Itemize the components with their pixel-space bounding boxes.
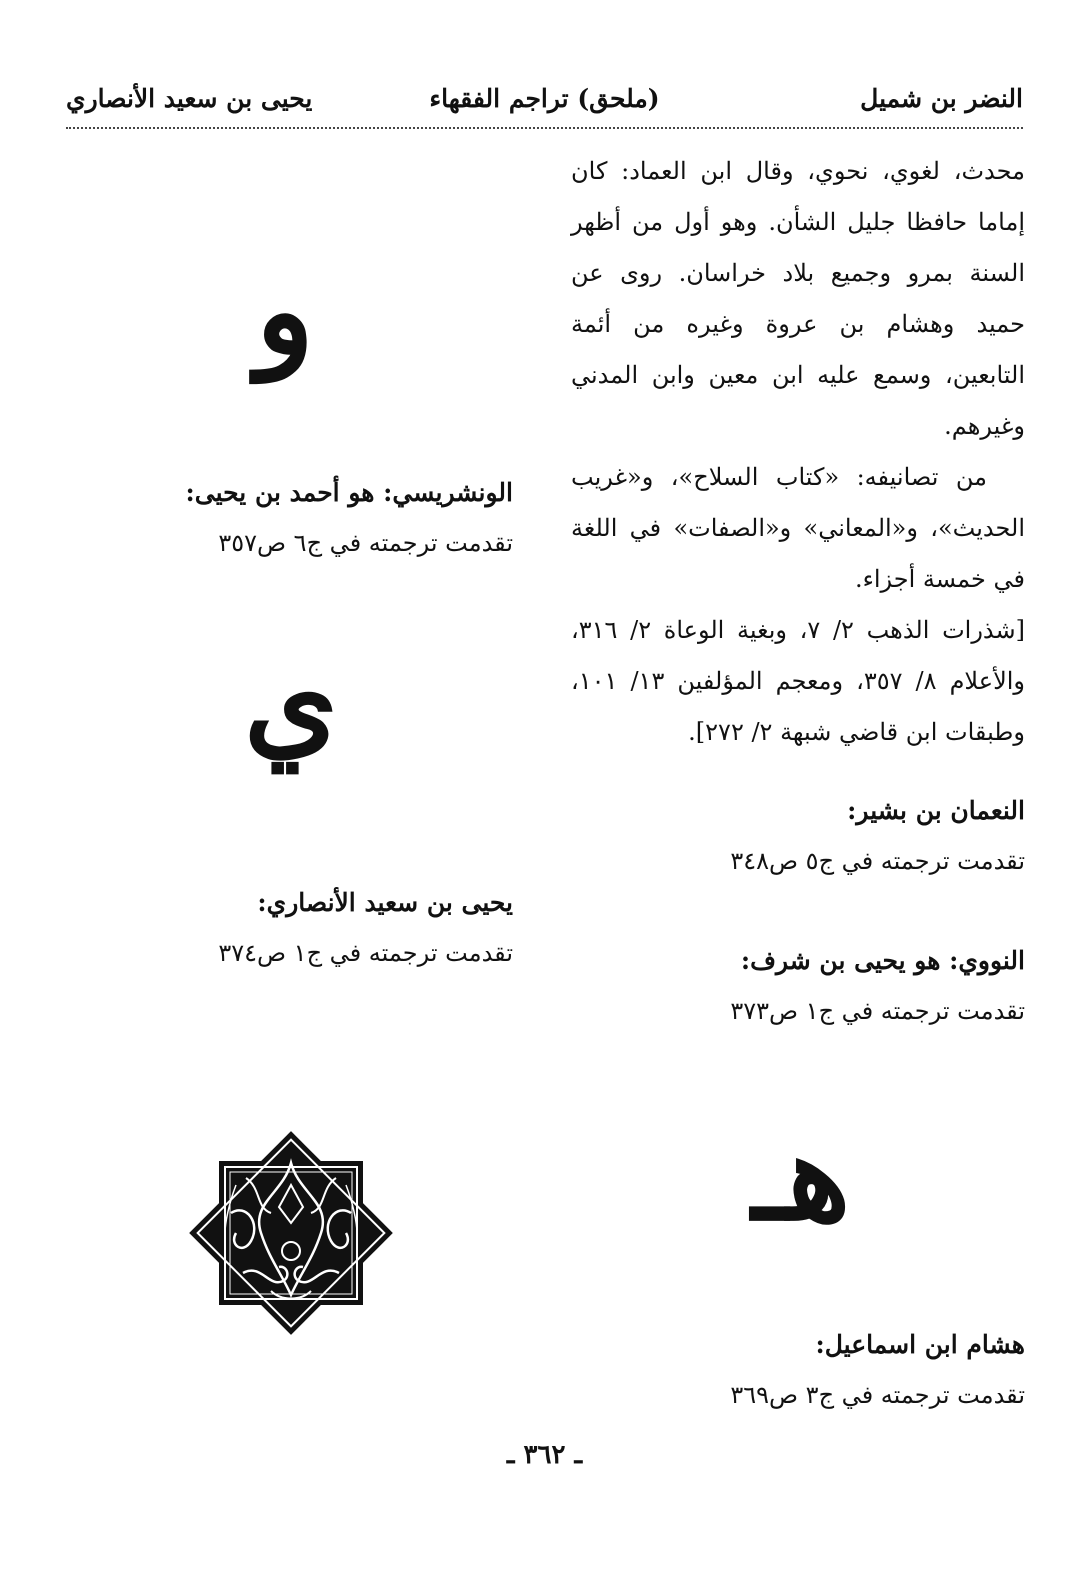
entry-yahya bbox=[63, 878, 513, 978]
entry-nawawi bbox=[571, 936, 1025, 1036]
entry-ref: تقدمت ترجمته في ج٣ ص٣٦٩ bbox=[730, 1381, 1025, 1409]
entry-wansharisi bbox=[63, 468, 513, 568]
arabesque-ornament-icon bbox=[188, 1130, 394, 1336]
biography-paragraph: محدث، لغوي، نحوي، وقال ابن العماد: كان إماما حافظا جليل الشأن. وهو أول من أظهر السنة بمرو وجميع بلاد خراسان. روى عن حميد وهشام بن عروة وغيره من أئمة التابعين، وسمع عليه ابن معين وابن المدني وغيرهم. bbox=[571, 157, 1025, 440]
entry-title: النعمان بن بشير: bbox=[847, 796, 1025, 825]
section-letter-ya: ي bbox=[244, 631, 338, 772]
section-letter-waw: و bbox=[256, 241, 314, 382]
entry-title: هشام ابن اسماعيل: bbox=[815, 1330, 1025, 1359]
sources-paragraph: [شذرات الذهب ٢/ ٧، وبغية الوعاة ٢/ ٣١٦، والأعلام ٨/ ٣٥٧، ومعجم المؤلفين ١٣/ ١٠١، وطبقات ابن قاضي شبهة ٢/ ٢٧٢]. bbox=[571, 616, 1026, 746]
entry-ref: تقدمت ترجمته في ج٥ ص٣٤٨ bbox=[730, 847, 1025, 875]
running-header bbox=[66, 84, 1023, 120]
entry-title: النووي: هو يحيى بن شرف: bbox=[740, 946, 1025, 975]
entry-ref: تقدمت ترجمته في ج١ ص٣٧٣ bbox=[730, 997, 1025, 1025]
header-left-title: يحيى بن سعيد الأنصاري bbox=[66, 84, 313, 113]
entry-ref: تقدمت ترجمته في ج٦ ص٣٥٧ bbox=[218, 529, 513, 557]
entry-title: الونشريسي: هو أحمد بن يحيى: bbox=[185, 478, 513, 507]
entry-ref: تقدمت ترجمته في ج١ ص٣٧٤ bbox=[218, 939, 513, 967]
section-letter-ha: هـ bbox=[752, 1107, 851, 1248]
header-dotted-rule bbox=[66, 127, 1023, 129]
page-number: ـ ٣٦٢ ـ bbox=[506, 1440, 583, 1470]
biography-text bbox=[571, 146, 1025, 758]
works-paragraph: من تصانيفه: «كتاب السلاح»، و«غريب الحديث»، و«المعاني» و«الصفات» في اللغة في خمسة أجزاء. bbox=[571, 463, 1025, 593]
header-right-title: النضر بن شميل bbox=[860, 84, 1023, 113]
entry-title: يحيى بن سعيد الأنصاري: bbox=[257, 888, 513, 917]
entry-numan bbox=[571, 786, 1025, 886]
entry-hisham bbox=[571, 1320, 1025, 1420]
header-center-title: (ملحق) تراجم الفقهاء bbox=[429, 84, 660, 113]
